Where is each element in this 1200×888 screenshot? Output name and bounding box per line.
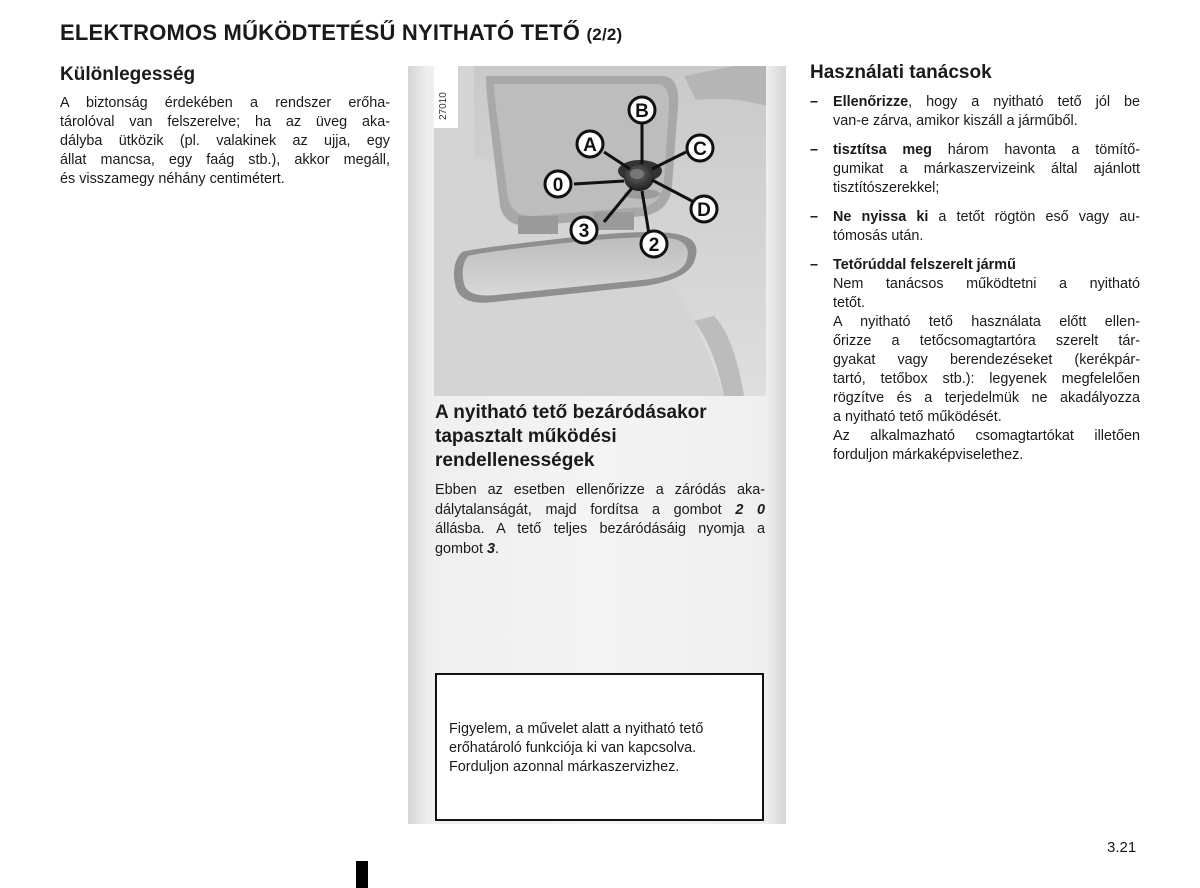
malfunction-paragraph: Ebben az esetben ellenőrizze a záródás aka- dálytalanságát, majd fordítsa a gombot 2 0 állásba. A tető teljes bezáródásáig nyomja a gombot 3. [435, 482, 765, 557]
list-item: – tisztítsa meg három havonta a tömítő- gumikat a márkaszervizeink által ajánlott tisztítószerekkel; [810, 142, 1140, 196]
label-b: B [635, 101, 649, 122]
warning-text: Figyelem, a művelet alatt a nyitható tető erőhatároló funkciója ki van kapcsolva. Forduljon azonnal márkaszervizhez. [449, 721, 704, 775]
list-item: – Ellenőrizze, hogy a nyitható tető jól be van-e zárva, amikor kiszáll a járműből. [810, 94, 1140, 129]
label-d: D [697, 200, 711, 221]
page-edge-marker [356, 861, 368, 888]
page-title: ELEKTROMOS MŰKÖDTETÉSŰ NYITHATÓ TETŐ (2/2) [60, 20, 623, 45]
label-c: C [693, 139, 707, 160]
list-item: – Ne nyissa ki a tetőt rögtön eső vagy au- tómosás után. [810, 209, 1141, 244]
label-zero: 0 [552, 175, 564, 196]
section-heading-tips: Használati tanácsok [810, 62, 992, 83]
roof-control-illustration [434, 66, 766, 396]
page-number: 3.21 [1107, 839, 1137, 856]
tips-list [810, 93, 1140, 475]
label-two: 2 [648, 235, 660, 256]
section-heading-feature: Különlegesség [60, 64, 196, 85]
label-a: A [583, 135, 597, 156]
figure-code: 27010 [438, 92, 449, 120]
section-heading-malfunction: A nyitható tető bezáródásakor tapasztalt működési rendellenességek [435, 402, 707, 471]
label-three: 3 [578, 221, 590, 242]
feature-paragraph: A biztonság érdekében a rendszer erőha- tárolóval van felszerelve; ha az üveg aka- dályba ütközik (pl. valakinek az ujja, egy állat mancsa, egy faág stb.), akkor megáll, és visszamegy néhány centimétert. [60, 95, 390, 187]
list-item: – Tetőrúddal felszerelt jármű Nem tanácsos működtetni a nyitható tetőt. A nyitható tető használata előtt ellen- őrizze a tetőcsomagtartóra szerelt tár- gyakat vagy berendezéseket (kerékpár- tartó, tetőbox stb.): legyenek megfelelően rögzítve és a terjedelmük ne akadályozza a nyitható tető működését. Az alkalmazható csomagtartókat illetően forduljon márkaképviselethez. [810, 257, 1140, 463]
